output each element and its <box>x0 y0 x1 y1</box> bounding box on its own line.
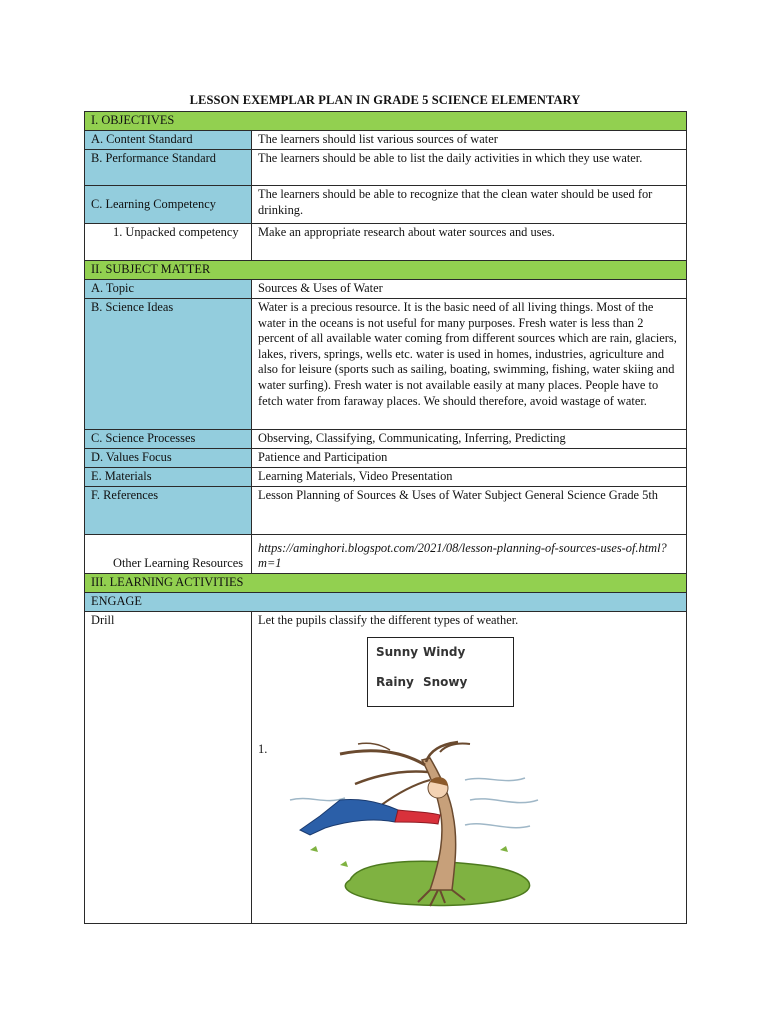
unpacked-competency-row <box>85 224 687 261</box>
learning-competency-label: C. Learning Competency <box>85 186 252 224</box>
item-number: 1. <box>258 742 268 756</box>
content-standard-row <box>85 131 687 150</box>
values-focus-row <box>85 449 687 468</box>
learning-activities-header-row <box>85 574 687 593</box>
science-ideas-row <box>85 299 687 430</box>
materials-label: E. Materials <box>85 468 252 487</box>
page-title: LESSON EXEMPLAR PLAN IN GRADE 5 SCIENCE ELEMENTARY <box>189 93 581 107</box>
performance-standard-row <box>85 150 687 186</box>
engage-row <box>85 593 687 612</box>
performance-standard-value: The learners should be able to list the daily activities in which they use water. <box>252 150 687 186</box>
objectives-header: I. OBJECTIVES <box>85 112 687 131</box>
weather-options-box <box>367 637 514 707</box>
subject-matter-header-row <box>85 261 687 280</box>
materials-value: Learning Materials, Video Presentation <box>252 468 687 487</box>
values-focus-label: D. Values Focus <box>85 449 252 468</box>
unpacked-competency-label: 1. Unpacked competency <box>85 224 252 261</box>
learning-competency-value: The learners should be able to recognize that the clean water should be used for drinking. <box>252 186 687 224</box>
engage-header: ENGAGE <box>85 593 687 612</box>
topic-label: A. Topic <box>85 280 252 299</box>
topic-row <box>85 280 687 299</box>
science-ideas-label: B. Science Ideas <box>85 299 252 430</box>
weather-option: Sunny <box>376 645 419 659</box>
topic-value: Sources & Uses of Water <box>252 280 687 299</box>
other-resources-label: Other Learning Resources <box>85 535 252 574</box>
references-label: F. References <box>85 487 252 535</box>
content-standard-label: A. Content Standard <box>85 131 252 150</box>
content-standard-value: The learners should list various sources of water <box>252 131 687 150</box>
drill-instruction: Let the pupils classify the different types of weather. <box>252 612 687 924</box>
science-ideas-value: Water is a precious resource. It is the basic need of all living things. Most of the water in the oceans is not useful for many purposes. Fresh water is less than 2 percent of all available water coming from different sources which are rain, glaciers, lakes, rivers, springs, wells etc. water is used in homes, industries, agriculture and also for leisure (sports such as sailing, boating, swimming, fishing, water skiing and water surfing). Fresh water is not available easily at many places. People have to fetch water from faraway places. We should therefore, avoid wastage of water. <box>252 299 687 430</box>
objectives-header-row <box>85 112 687 131</box>
learning-competency-row <box>85 186 687 224</box>
science-processes-row <box>85 430 687 449</box>
weather-option: Rainy <box>376 675 414 689</box>
weather-option: Windy <box>423 645 466 659</box>
values-focus-value: Patience and Participation <box>252 449 687 468</box>
performance-standard-label: B. Performance Standard <box>85 150 252 186</box>
science-processes-label: C. Science Processes <box>85 430 252 449</box>
science-processes-value: Observing, Classifying, Communicating, Inferring, Predicting <box>252 430 687 449</box>
references-value: Lesson Planning of Sources & Uses of Water Subject General Science Grade 5th <box>252 487 687 535</box>
learning-activities-header: III. LEARNING ACTIVITIES <box>85 574 687 593</box>
unpacked-competency-value: Make an appropriate research about water sources and uses. <box>252 224 687 261</box>
weather-option: Snowy <box>423 675 468 689</box>
references-row <box>85 487 687 535</box>
other-resources-row <box>85 535 687 574</box>
drill-label: Drill <box>85 612 252 924</box>
other-resources-link[interactable]: https://aminghori.blogspot.com/2021/08/lesson-planning-of-sources-uses-of.html?m=1 <box>252 535 687 574</box>
windy-weather-illustration <box>280 740 550 910</box>
materials-row <box>85 468 687 487</box>
subject-matter-header: II. SUBJECT MATTER <box>85 261 687 280</box>
